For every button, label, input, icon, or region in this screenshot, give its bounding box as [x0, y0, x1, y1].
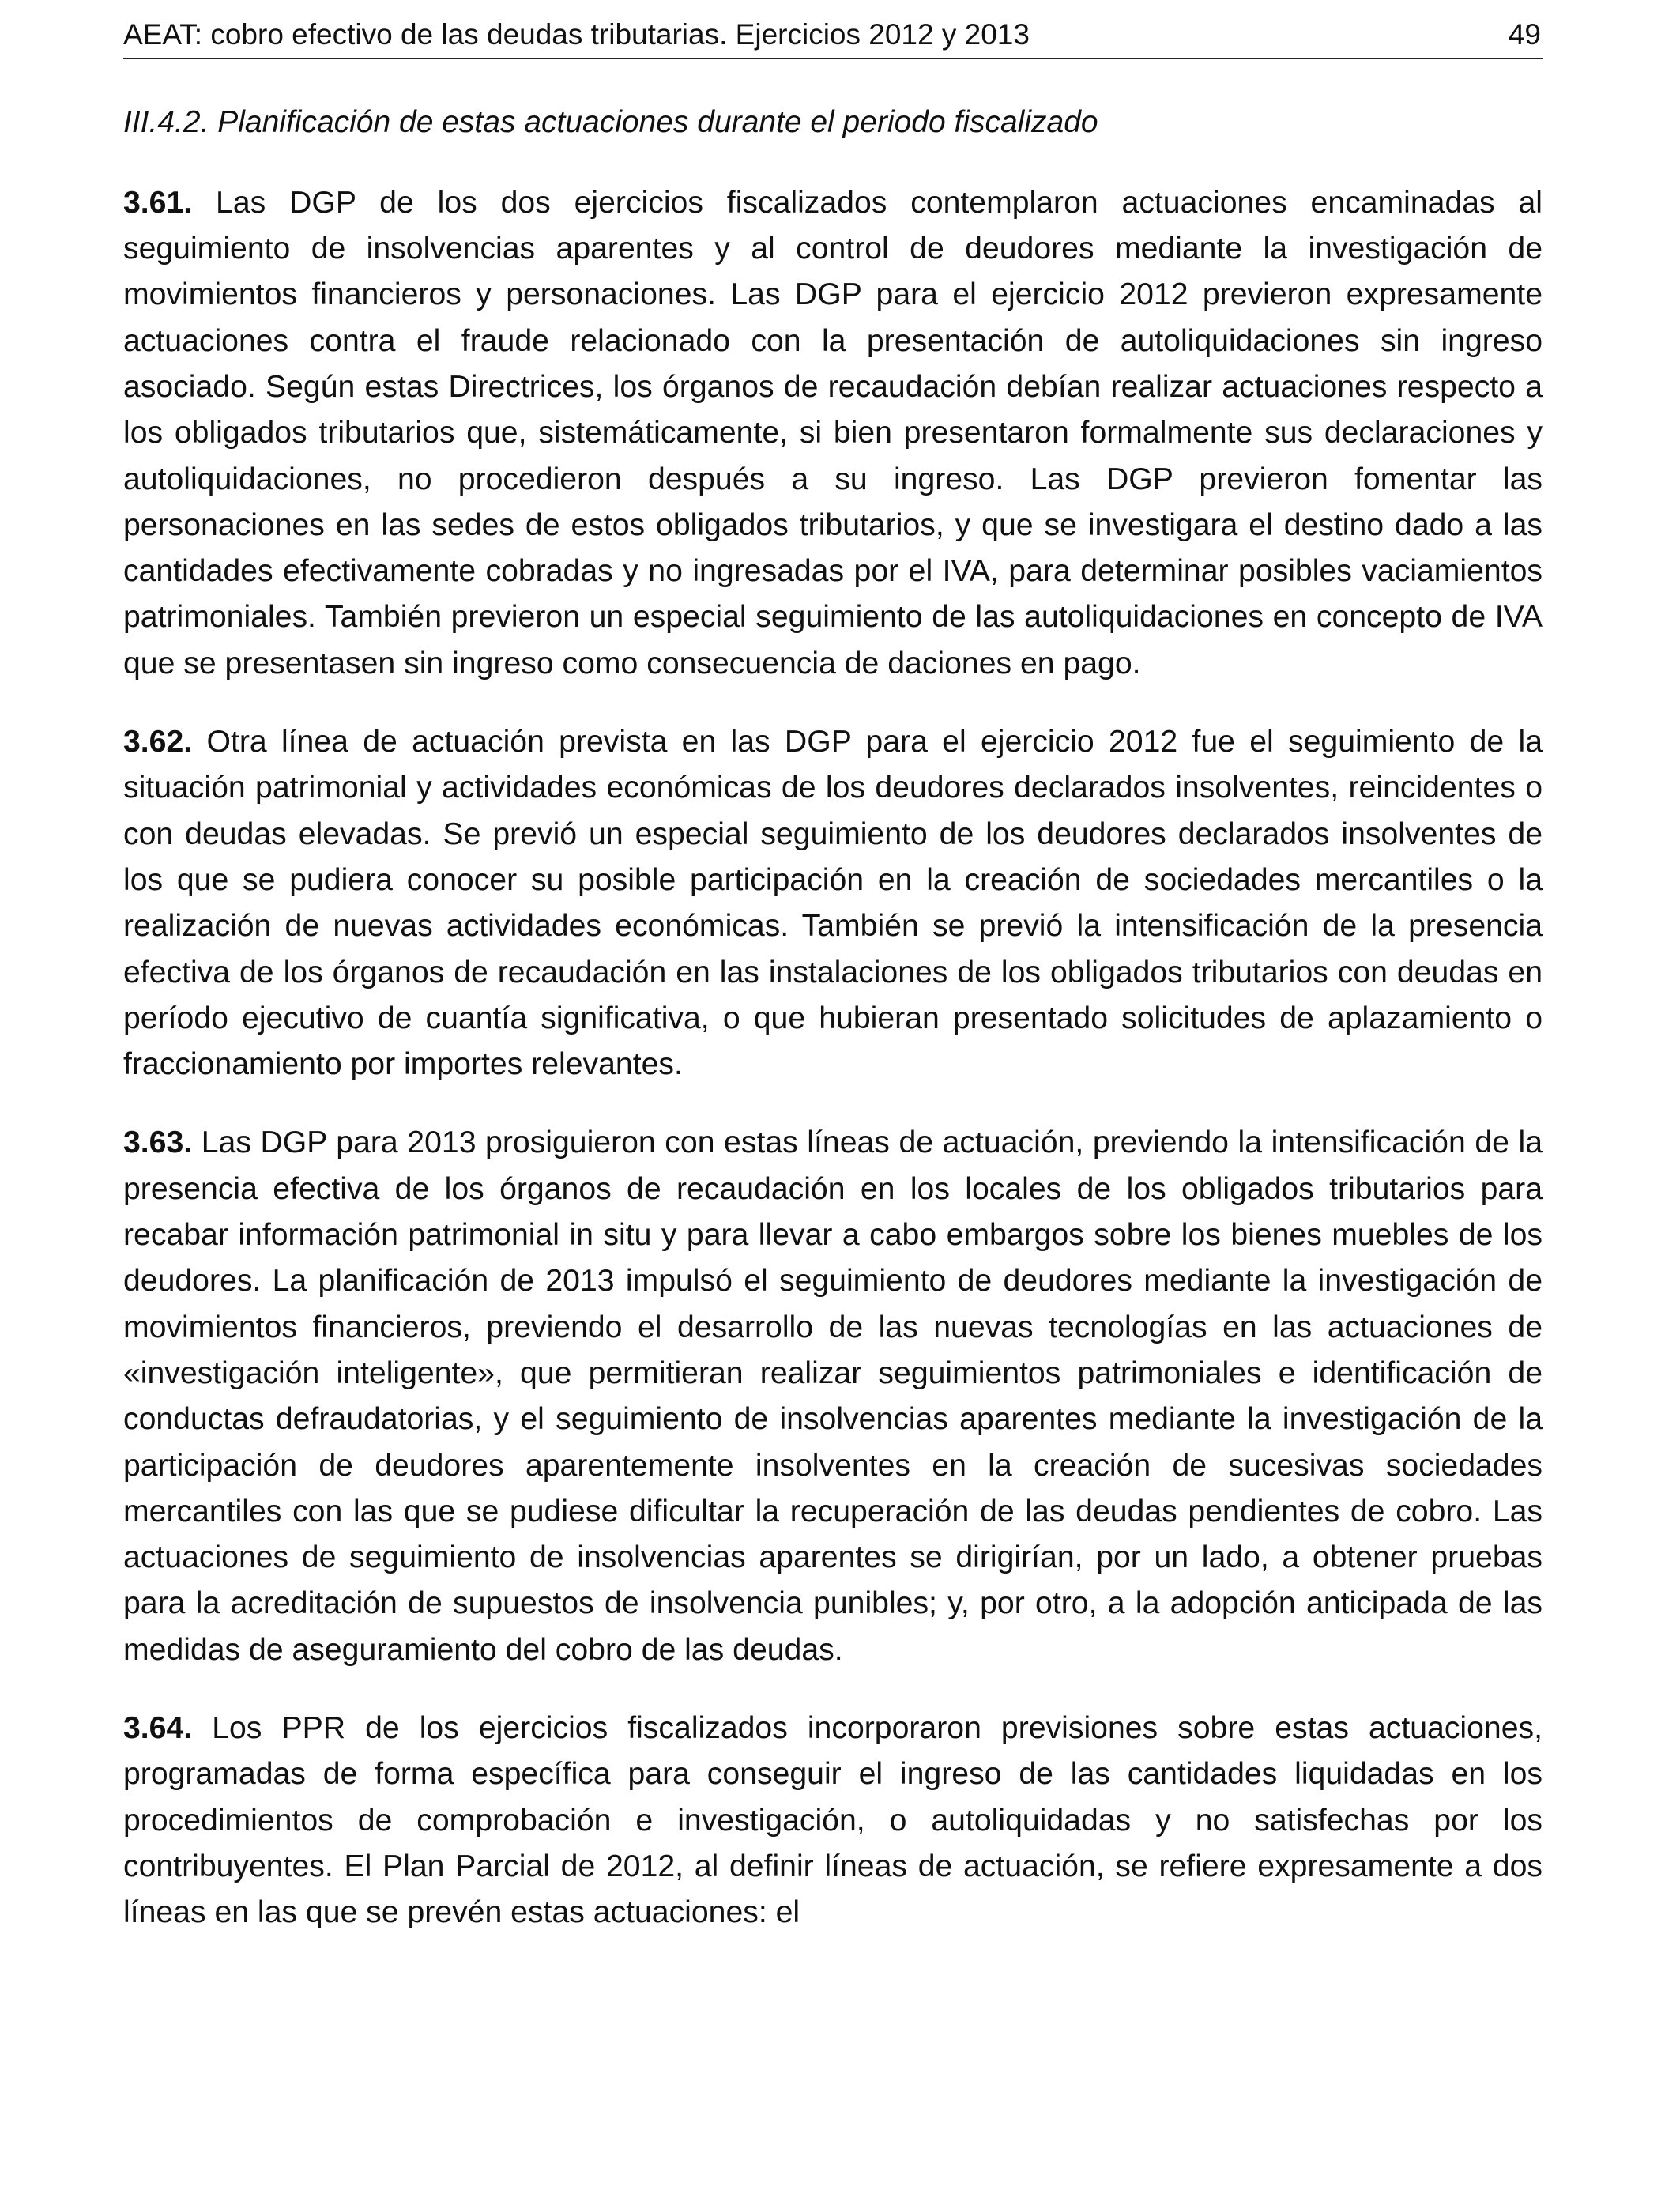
paragraph-text: Las DGP para 2013 prosiguieron con estas líneas de actuación, previendo la intensificación de la presencia efectiva de los órganos de recaudación en los locales de los obligados tributarios para recabar información patrimonial in situ y para llevar a cabo embargos sobre los bienes muebles de los deudores. La planificación de 2013 impulsó el seguimiento de deudores mediante la investigación de movimientos financieros, previendo el desarrollo de las nuevas tecnologías en las actuaciones de «investigación inteligente», que permitieran realizar seguimientos patrimoniales e identificación de conductas defraudatorias, y el seguimiento de insolvencias aparentes mediante la investigación de la participación de deudores aparentemente insolventes en la creación de sucesivas sociedades mercantiles con las que se pudiese dificultar la recuperación de las deudas pendientes de cobro. Las actuaciones de seguimiento de insolvencias aparentes se dirigirían, por un lado, a obtener pruebas para la acreditación de supuestos de insolvencia punibles; y, por otro, a la adopción anticipada de las medidas de aseguramiento del cobro de las deudas.	[123, 1125, 1543, 1667]
paragraph-3-64	[123, 1706, 1543, 1936]
running-header	[123, 0, 1543, 59]
paragraph-number: 3.61.	[123, 185, 193, 220]
document-page	[123, 0, 1543, 1936]
paragraph-text: Las DGP de los dos ejercicios fiscalizados contemplaron actuaciones encaminadas al seguimiento de insolvencias aparentes y al control de deudores mediante la investigación de movimientos financieros y personaciones. Las DGP para el ejercicio 2012 previeron expresamente actuaciones contra el fraude relacionado con la presentación de autoliquidaciones sin ingreso asociado. Según estas Directrices, los órganos de recaudación debían realizar actuaciones respecto a los obligados tributarios que, sistemáticamente, si bien presentaron formalmente sus declaraciones y autoliquidaciones, no procedieron después a su ingreso. Las DGP previeron fomentar las personaciones en las sedes de estos obligados tributarios, y que se investigara el destino dado a las cantidades efectivamente cobradas y no ingresadas por el IVA, para determinar posibles vaciamientos patrimoniales. También previeron un especial seguimiento de las autoliquidaciones en concepto de IVA que se presentasen sin ingreso como consecuencia de daciones en pago.	[123, 185, 1543, 680]
paragraph-number: 3.62.	[123, 725, 193, 760]
page-number: 49	[1508, 18, 1541, 51]
paragraph-text: Otra línea de actuación prevista en las DGP para el ejercicio 2012 fue el seguimiento de la situación patrimonial y actividades económicas de los deudores declarados insolventes, reincidentes o con deudas elevadas. Se previó un especial seguimiento de los deudores declarados insolventes de los que se pudiera conocer su posible participación en la creación de sociedades mercantiles o la realización de nuevas actividades económicas. También se previó la intensificación de la presencia efectiva de los órganos de recaudación en las instalaciones de los obligados tributarios con deudas en período ejecutivo de cuantía significativa, o que hubieran presentado solicitudes de aplazamiento o fraccionamiento por importes relevantes.	[123, 725, 1543, 1082]
section-heading: III.4.2. Planificación de estas actuaciones durante el periodo fiscalizado	[123, 105, 1098, 139]
paragraph-3-62	[123, 719, 1543, 1088]
paragraph-3-63	[123, 1120, 1543, 1673]
paragraph-3-61	[123, 180, 1543, 687]
header-title: AEAT: cobro efectivo de las deudas tributarias. Ejercicios 2012 y 2013	[123, 18, 1030, 51]
paragraph-text: Los PPR de los ejercicios fiscalizados incorporaron previsiones sobre estas actuaciones, programadas de forma específica para conseguir el ingreso de las cantidades liquidadas en los procedimientos de comprobación e investigación, o autoliquidadas y no satisfechas por los contribuyentes. El Plan Parcial de 2012, al definir líneas de actuación, se refiere expresamente a dos líneas en las que se prevén estas actuaciones: el	[123, 1711, 1543, 1930]
paragraph-number: 3.63.	[123, 1125, 193, 1160]
paragraph-number: 3.64.	[123, 1711, 193, 1745]
